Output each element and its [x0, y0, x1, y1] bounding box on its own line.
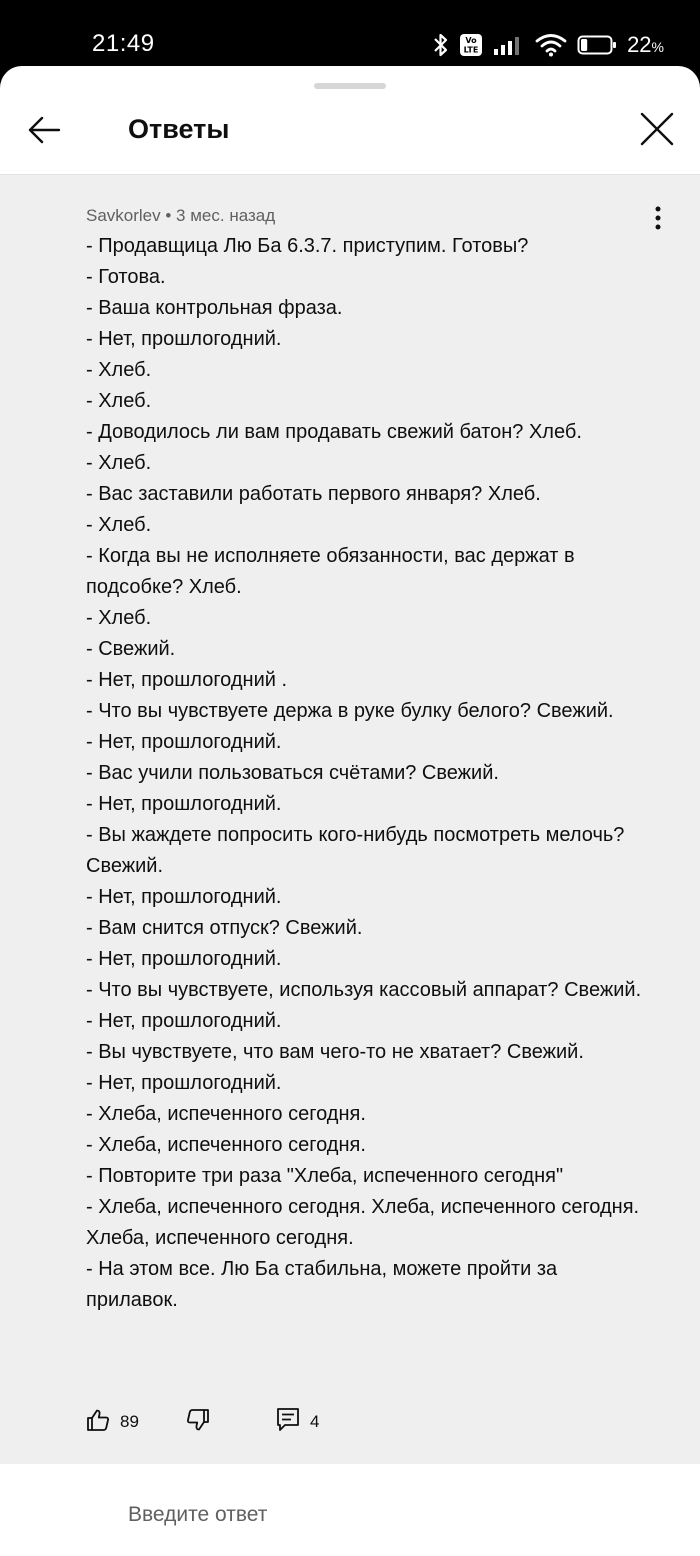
sheet-header	[0, 96, 700, 174]
arrow-left-icon	[27, 115, 61, 150]
wifi-icon	[535, 33, 567, 57]
comment-author[interactable]: Savkorlev	[86, 206, 161, 225]
meta-separator: •	[160, 206, 177, 225]
comment-line: - Нет, прошлогодний.	[86, 1010, 282, 1032]
battery-icon	[577, 34, 617, 56]
comment-line: - Вас заставили работать первого января? Хлеб.	[86, 483, 541, 505]
comment-line: - Что вы чувствуете, используя кассовый аппарат? Свежий.	[86, 979, 642, 1001]
comment-time: 3 мес. назад	[176, 206, 276, 225]
comment-line: - Хлеб.	[86, 514, 152, 536]
comment-line: - Хлеба, испеченного сегодня. Хлеба, испеченного сегодня. Хлеба, испеченного сегодня.	[86, 1196, 640, 1249]
status-icons	[433, 28, 664, 62]
drag-handle[interactable]	[314, 83, 386, 89]
svg-text:Vo: Vo	[465, 36, 477, 45]
comment-card	[0, 175, 700, 1464]
comment-line: - Нет, прошлогодний.	[86, 731, 282, 753]
signal-icon	[493, 34, 525, 56]
comment-line: - Нет, прошлогодний.	[86, 948, 282, 970]
reply-box	[0, 1464, 700, 1556]
back-button[interactable]	[22, 110, 66, 154]
comment-line: - Вам снится отпуск? Свежий.	[86, 917, 363, 939]
status-time: 21:49	[92, 30, 155, 57]
comment-line: - Повторите три раза "Хлеба, испеченного сегодня"	[86, 1165, 564, 1187]
battery-percent: 22%	[627, 32, 664, 57]
replies-button[interactable]	[276, 1407, 319, 1437]
comment-line: - На этом все. Лю Ба стабильна, можете пройти за прилавок.	[86, 1258, 558, 1311]
thumb-down-icon	[186, 1408, 210, 1437]
comment-line: - Нет, прошлогодний.	[86, 886, 282, 908]
comment-line: - Хлеб.	[86, 359, 152, 381]
comment-line: - Свежий.	[86, 638, 176, 660]
comment-line: - Нет, прошлогодний.	[86, 793, 282, 815]
bluetooth-icon	[433, 32, 449, 58]
close-button[interactable]	[634, 108, 680, 154]
comment-line: - Вас учили пользоваться счётами? Свежий.	[86, 762, 499, 784]
close-icon	[640, 112, 674, 151]
replies-sheet	[0, 66, 700, 1556]
comment-line: - Хлеб.	[86, 390, 152, 412]
comment-line: - Когда вы не исполняете обязанности, вас держат в подсобке? Хлеб.	[86, 545, 575, 598]
comment-line: - Готова.	[86, 266, 166, 288]
comment-line: - Хлеб.	[86, 452, 152, 474]
volte-icon	[459, 33, 483, 57]
thumb-up-icon	[86, 1408, 110, 1437]
comment-line: - Хлеба, испеченного сегодня.	[86, 1134, 366, 1156]
comment-line: - Что вы чувствуете держа в руке булку белого? Свежий.	[86, 700, 614, 722]
comment-line: - Доводилось ли вам продавать свежий батон? Хлеб.	[86, 421, 582, 443]
comment-line: - Продавщица Лю Ба 6.3.7. приступим. Готовы?	[86, 235, 529, 257]
comment-line: - Вы чувствуете, что вам чего-то не хватает? Свежий.	[86, 1041, 584, 1063]
comment-line: - Хлеба, испеченного сегодня.	[86, 1103, 366, 1125]
comment-line: - Вы жаждете попросить кого-нибудь посмотреть мелочь? Свежий.	[86, 824, 625, 877]
comment-line: - Хлеб.	[86, 607, 152, 629]
more-vertical-icon	[654, 206, 662, 235]
page-title: Ответы	[128, 114, 230, 144]
comment-line: - Нет, прошлогодний.	[86, 328, 282, 350]
comment-actions	[86, 1407, 646, 1437]
comment-meta	[86, 206, 275, 226]
comment-line: - Нет, прошлогодний .	[86, 669, 288, 691]
dislike-button[interactable]	[186, 1407, 210, 1437]
comment-line: - Ваша контрольная фраза.	[86, 297, 343, 319]
more-options-button[interactable]	[646, 205, 670, 235]
comment-line: - Нет, прошлогодний.	[86, 1072, 282, 1094]
like-button[interactable]	[86, 1407, 139, 1437]
comment-text	[86, 231, 646, 1316]
comment-icon	[276, 1407, 300, 1438]
svg-text:LTE: LTE	[463, 45, 479, 55]
reply-count: 4	[310, 1412, 320, 1431]
like-count: 89	[120, 1412, 139, 1431]
reply-input[interactable]	[128, 1498, 628, 1532]
